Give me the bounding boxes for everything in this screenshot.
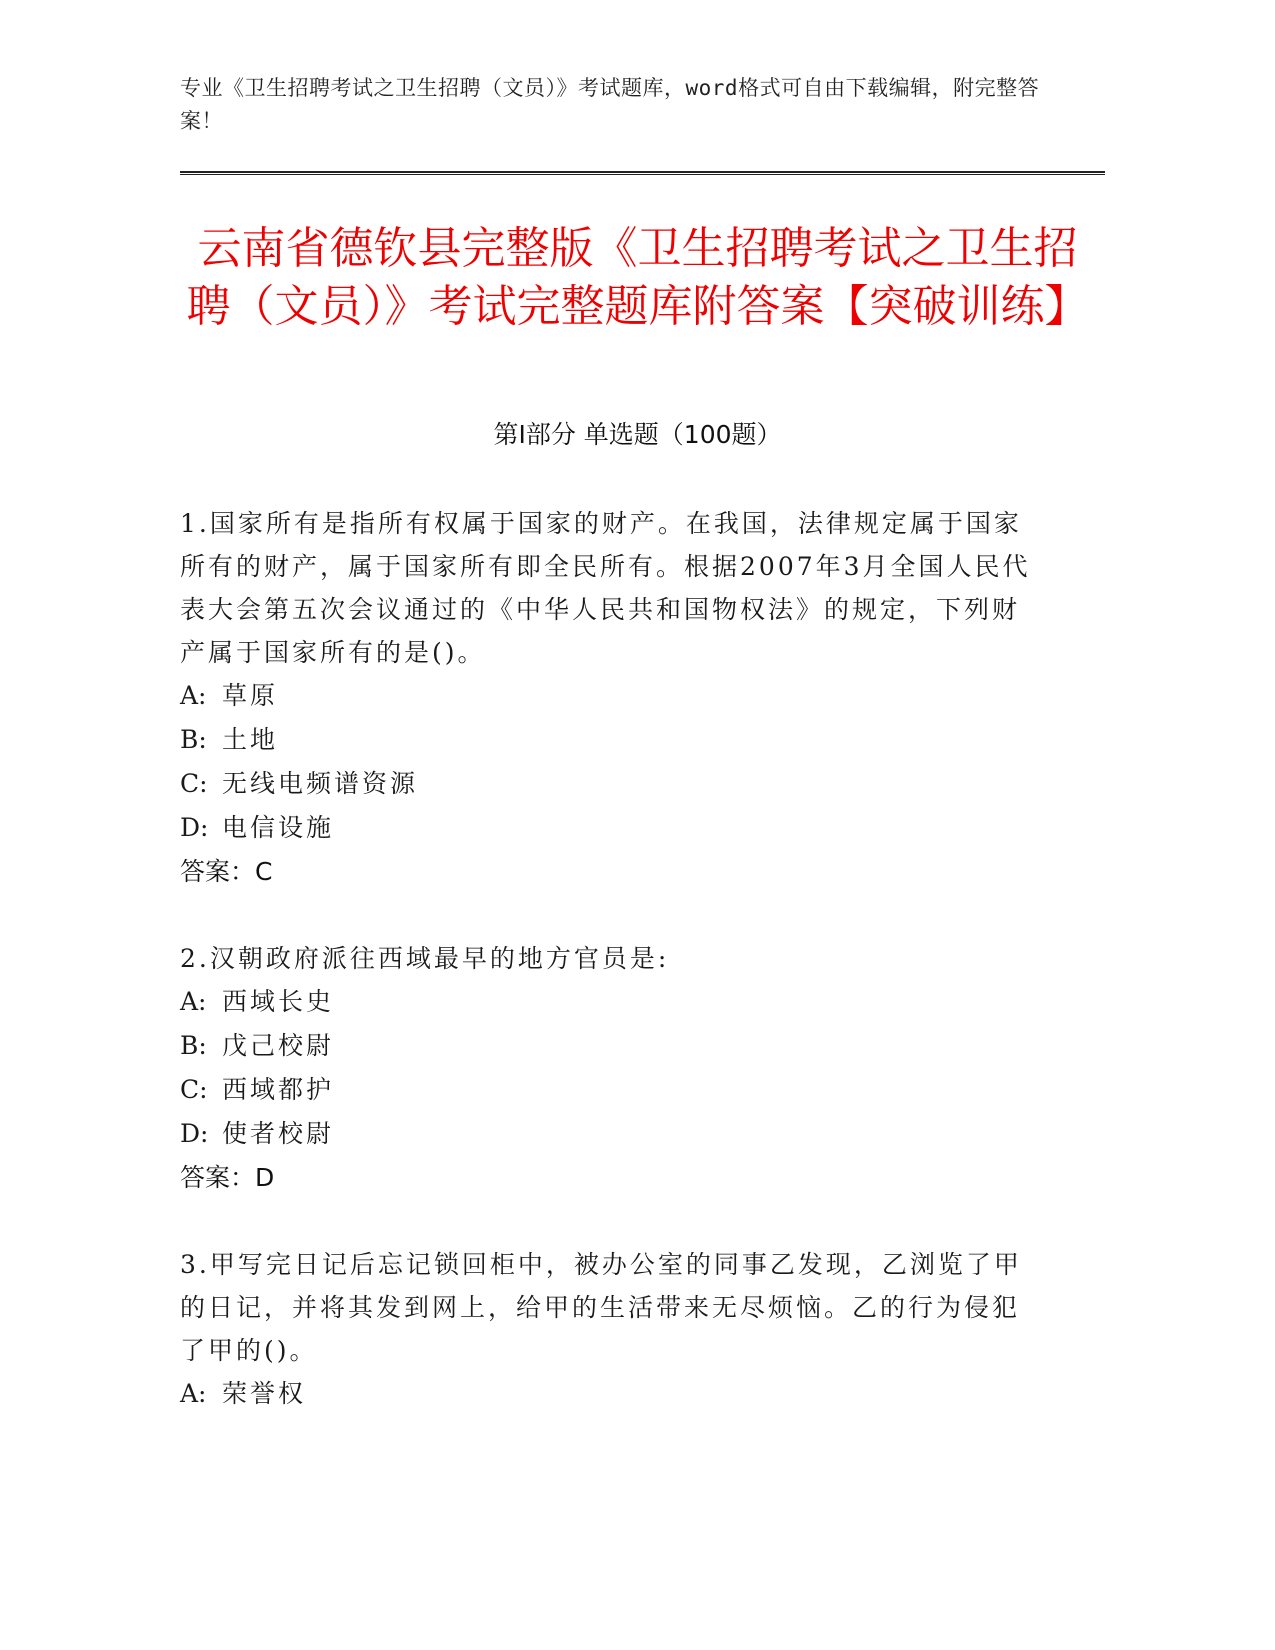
answer-line: 答案：C — [180, 857, 273, 886]
option-key: C: — [180, 1075, 208, 1104]
option-c — [180, 1068, 1040, 1112]
question-stem: 2.汉朝政府派往西域最早的地方官员是: — [180, 944, 670, 973]
option-a — [180, 674, 1040, 718]
header-note: 专业《卫生招聘考试之卫生招聘（文员）》考试题库，word格式可自由下载编辑，附完整答案！ — [180, 76, 1040, 133]
option-key: B: — [180, 1031, 207, 1060]
option-text: 荣誉权 — [222, 1379, 307, 1408]
option-text: 西域都护 — [222, 1075, 335, 1104]
option-d — [180, 1112, 1040, 1156]
option-text: 电信设施 — [222, 813, 335, 842]
option-text: 戊己校尉 — [222, 1031, 335, 1060]
option-text: 草原 — [222, 681, 279, 710]
option-key: B: — [180, 725, 207, 754]
option-a — [180, 1372, 1040, 1416]
option-key: C: — [180, 769, 208, 798]
question-3 — [180, 1243, 1040, 1416]
option-b — [180, 718, 1040, 762]
option-text: 使者校尉 — [222, 1119, 335, 1148]
option-key: A: — [180, 987, 207, 1016]
question-list — [180, 502, 1040, 1459]
option-text: 西域长史 — [222, 987, 335, 1016]
question-stem: 1.国家所有是指所有权属于国家的财产。在我国，法律规定属于国家所有的财产，属于国家所有即全民所有。根据2007年3月全国人民代表大会第五次会议通过的《中华人民共和国物权法》的规定，下列财产属于国家所有的是()。 — [180, 509, 1031, 667]
option-key: A: — [180, 681, 207, 710]
option-text: 无线电频谱资源 — [222, 769, 419, 798]
answer-line: 答案：D — [180, 1163, 275, 1192]
option-d — [180, 806, 1040, 850]
section-heading: 第Ⅰ部分 单选题（100题） — [493, 420, 782, 449]
option-key: D: — [180, 1119, 209, 1148]
header-divider — [180, 171, 1105, 175]
question-stem: 3.甲写完日记后忘记锁回柜中，被办公室的同事乙发现，乙浏览了甲的日记，并将其发到网上，给甲的生活带来无尽烦恼。乙的行为侵犯了甲的()。 — [180, 1250, 1022, 1365]
option-key: A: — [180, 1379, 207, 1408]
option-c — [180, 762, 1040, 806]
option-a — [180, 980, 1040, 1024]
option-text: 土地 — [222, 725, 279, 754]
option-b — [180, 1024, 1040, 1068]
option-key: D: — [180, 813, 209, 842]
question-1 — [180, 502, 1040, 894]
question-2 — [180, 937, 1040, 1200]
document-title: 云南省德钦县完整版《卫生招聘考试之卫生招聘（文员）》考试完整题库附答案【突破训练】 — [186, 223, 1089, 332]
